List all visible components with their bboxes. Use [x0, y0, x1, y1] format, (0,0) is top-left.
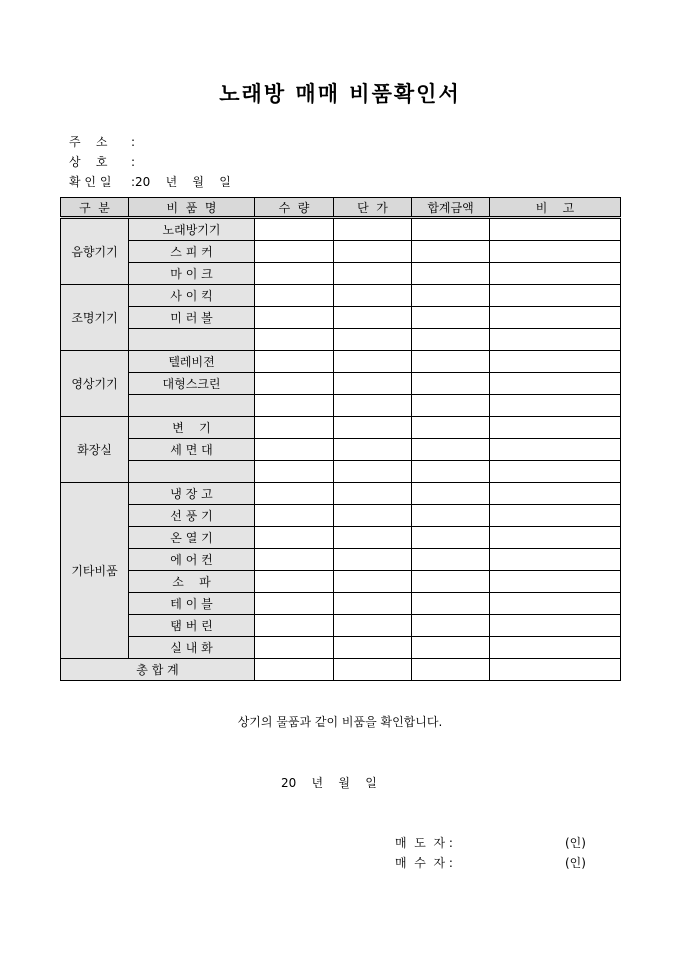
buyer-signature-row	[395, 854, 586, 871]
total-amount-cell	[412, 417, 490, 439]
confirm-date-label: 확 인 일	[69, 175, 112, 189]
quantity-cell	[255, 461, 334, 483]
total-amount-cell	[412, 395, 490, 417]
quantity-cell	[255, 439, 334, 461]
confirmation-sentence: 상기의 물품과 같이 비품을 확인합니다.	[237, 715, 443, 729]
header-total-amount: 합계금액	[412, 198, 490, 218]
unit-price-cell	[334, 263, 412, 285]
table-row	[61, 615, 621, 637]
total-amount-cell	[412, 263, 490, 285]
item-name-cell	[129, 461, 255, 483]
total-amount-cell	[412, 593, 490, 615]
quantity-cell	[255, 263, 334, 285]
item-name-cell	[129, 329, 255, 351]
item-name-cell: 변 기	[129, 417, 255, 439]
table-row	[61, 351, 621, 373]
remarks-cell	[490, 395, 621, 417]
remarks-cell	[490, 593, 621, 615]
item-name-cell: 실 내 화	[129, 637, 255, 659]
category-cell: 조명기기	[61, 285, 129, 351]
total-remarks-cell	[490, 659, 621, 681]
total-amount-cell	[412, 218, 490, 241]
quantity-cell	[255, 329, 334, 351]
unit-price-cell	[334, 571, 412, 593]
item-name-cell: 스 피 커	[129, 241, 255, 263]
confirm-date-value: :20 년 월 일	[131, 175, 231, 189]
total-amount-cell	[412, 373, 490, 395]
total-amount-cell	[412, 505, 490, 527]
unit-price-cell	[334, 417, 412, 439]
table-row	[61, 395, 621, 417]
unit-price-cell	[334, 285, 412, 307]
quantity-cell	[255, 505, 334, 527]
quantity-cell	[255, 637, 334, 659]
remarks-cell	[490, 263, 621, 285]
remarks-cell	[490, 307, 621, 329]
remarks-cell	[490, 615, 621, 637]
table-row	[61, 439, 621, 461]
table-row	[61, 241, 621, 263]
remarks-cell	[490, 637, 621, 659]
item-name-cell: 미 러 볼	[129, 307, 255, 329]
total-unit-price-cell	[334, 659, 412, 681]
equipment-table	[60, 197, 621, 681]
category-cell: 음향기기	[61, 218, 129, 285]
unit-price-cell	[334, 461, 412, 483]
item-name-cell: 온 열 기	[129, 527, 255, 549]
table-row	[61, 461, 621, 483]
buyer-seal: (인)	[565, 856, 586, 870]
table-row	[61, 285, 621, 307]
table-row	[61, 637, 621, 659]
seller-seal: (인)	[565, 836, 586, 850]
item-name-cell: 탬 버 린	[129, 615, 255, 637]
table-row	[61, 263, 621, 285]
total-amount-cell	[412, 439, 490, 461]
remarks-cell	[490, 439, 621, 461]
unit-price-cell	[334, 351, 412, 373]
quantity-cell	[255, 351, 334, 373]
unit-price-cell	[334, 637, 412, 659]
total-amount-cell	[412, 549, 490, 571]
document-title: 노래방 매매 비품확인서	[219, 81, 461, 106]
item-name-cell: 텔레비젼	[129, 351, 255, 373]
total-amount-cell	[412, 351, 490, 373]
header-item-name: 비 품 명	[129, 198, 255, 218]
address-row	[69, 133, 135, 150]
unit-price-cell	[334, 549, 412, 571]
total-amount-cell	[412, 571, 490, 593]
header-category: 구 분	[61, 198, 129, 218]
quantity-cell	[255, 241, 334, 263]
unit-price-cell	[334, 395, 412, 417]
category-cell: 영상기기	[61, 351, 129, 417]
remarks-cell	[490, 417, 621, 439]
trade-name-label: 상 호	[69, 155, 108, 169]
quantity-cell	[255, 571, 334, 593]
quantity-cell	[255, 218, 334, 241]
unit-price-cell	[334, 593, 412, 615]
remarks-cell	[490, 461, 621, 483]
quantity-cell	[255, 527, 334, 549]
table-row	[61, 527, 621, 549]
quantity-cell	[255, 549, 334, 571]
quantity-cell	[255, 285, 334, 307]
unit-price-cell	[334, 527, 412, 549]
item-name-cell: 사 이 킥	[129, 285, 255, 307]
item-name-cell: 에 어 컨	[129, 549, 255, 571]
table-row	[61, 417, 621, 439]
quantity-cell	[255, 395, 334, 417]
category-cell: 화장실	[61, 417, 129, 483]
total-amount-cell	[412, 307, 490, 329]
item-name-cell: 노래방기기	[129, 218, 255, 241]
remarks-cell	[490, 241, 621, 263]
total-amount-cell	[412, 527, 490, 549]
table-row	[61, 505, 621, 527]
total-amount-cell	[412, 329, 490, 351]
unit-price-cell	[334, 329, 412, 351]
item-name-cell: 마 이 크	[129, 263, 255, 285]
remarks-cell	[490, 483, 621, 505]
header-unit-price: 단 가	[334, 198, 412, 218]
address-label: 주 소	[69, 135, 108, 149]
remarks-cell	[490, 285, 621, 307]
remarks-cell	[490, 505, 621, 527]
seller-signature-row	[395, 834, 586, 851]
unit-price-cell	[334, 615, 412, 637]
address-colon: :	[131, 135, 136, 149]
total-amount-cell	[412, 285, 490, 307]
remarks-cell	[490, 527, 621, 549]
table-row	[61, 549, 621, 571]
table-header-row	[61, 198, 621, 218]
quantity-cell	[255, 615, 334, 637]
table-body	[61, 218, 621, 659]
quantity-cell	[255, 593, 334, 615]
trade-name-colon: :	[131, 155, 136, 169]
unit-price-cell	[334, 505, 412, 527]
category-cell: 기타비품	[61, 483, 129, 659]
table-row	[61, 593, 621, 615]
unit-price-cell	[334, 241, 412, 263]
total-row	[61, 659, 621, 681]
confirm-date-row	[69, 173, 231, 190]
header-remarks: 비 고	[490, 198, 621, 218]
document-date: 20 년 월 일	[281, 776, 377, 790]
total-quantity-cell	[255, 659, 334, 681]
remarks-cell	[490, 329, 621, 351]
remarks-cell	[490, 351, 621, 373]
item-name-cell	[129, 395, 255, 417]
total-amount-cell	[412, 615, 490, 637]
quantity-cell	[255, 483, 334, 505]
item-name-cell: 테 이 블	[129, 593, 255, 615]
item-name-cell: 세 면 대	[129, 439, 255, 461]
quantity-cell	[255, 307, 334, 329]
table-row	[61, 218, 621, 241]
header-quantity: 수 량	[255, 198, 334, 218]
unit-price-cell	[334, 218, 412, 241]
remarks-cell	[490, 549, 621, 571]
table-row	[61, 307, 621, 329]
table-row	[61, 571, 621, 593]
total-amount-cell	[412, 241, 490, 263]
remarks-cell	[490, 373, 621, 395]
unit-price-cell	[334, 483, 412, 505]
total-amount-cell	[412, 659, 490, 681]
unit-price-cell	[334, 307, 412, 329]
unit-price-cell	[334, 373, 412, 395]
item-name-cell: 소 파	[129, 571, 255, 593]
buyer-label: 매 수 자 :	[395, 856, 453, 870]
item-name-cell: 선 풍 기	[129, 505, 255, 527]
trade-name-row	[69, 153, 135, 170]
total-amount-cell	[412, 483, 490, 505]
total-amount-cell	[412, 637, 490, 659]
seller-label: 매 도 자 :	[395, 836, 453, 850]
table-row	[61, 373, 621, 395]
total-amount-cell	[412, 461, 490, 483]
remarks-cell	[490, 218, 621, 241]
total-label: 총 합 계	[61, 659, 255, 681]
remarks-cell	[490, 571, 621, 593]
item-name-cell: 대형스크린	[129, 373, 255, 395]
table-row	[61, 329, 621, 351]
quantity-cell	[255, 373, 334, 395]
item-name-cell: 냉 장 고	[129, 483, 255, 505]
unit-price-cell	[334, 439, 412, 461]
table-row	[61, 483, 621, 505]
quantity-cell	[255, 417, 334, 439]
